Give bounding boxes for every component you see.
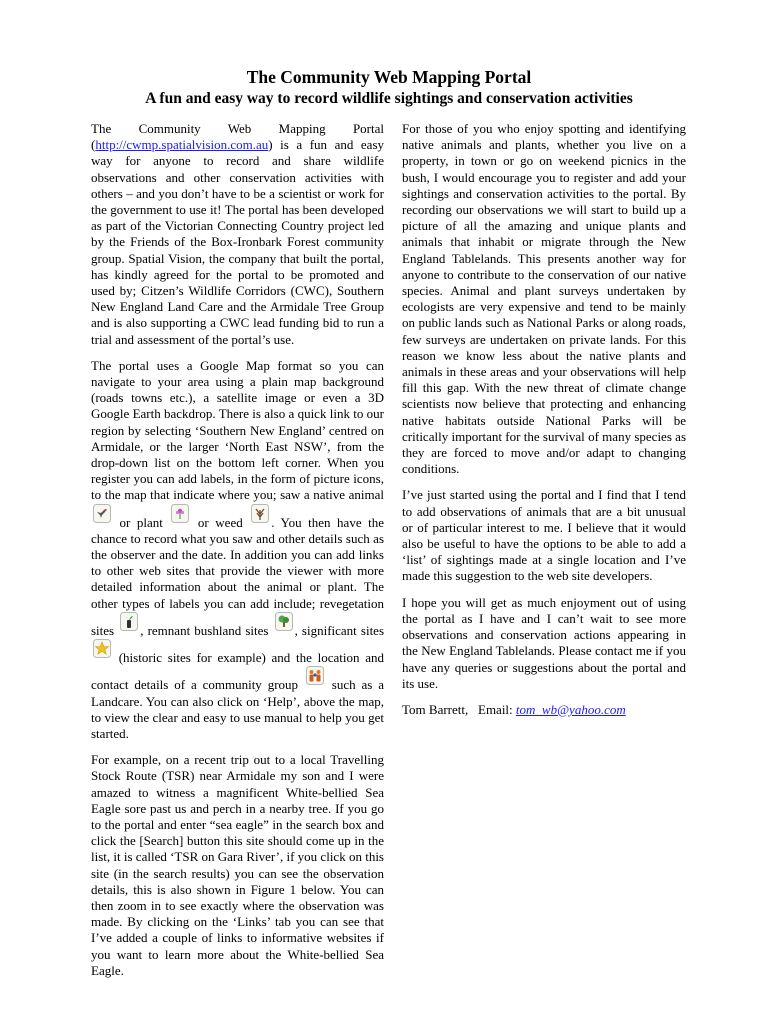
paragraph-example: For example, on a recent trip out to a local Travelling Stock Route (TSR) near Armidale my son and I were amazed to witness a magnificent White-bellied Sea Eagle sore past us and perch in a nearby tree. If you go to the portal and enter “sea eagle” in the search box and click the [Search] button this site should come up in the list, it is called ‘TSR on Gara River’, if you click on this site (in the search results) you can see the observation details, this is also shown in Figure 1 below. You can then zoom in to see exactly where the observation was made. By clicking on the ‘Links’ tab you can see that I’ve added a couple of links to informative websites if you want to learn more about the White-bellied Sea Eagle. (91, 752, 384, 978)
paragraph-encourage: For those of you who enjoy spotting and identifying native animals and plants, whether you live on a property, in town or go on weekend picnics in the bush, I would encourage you to register and add your sightings and conservation activities to the portal. By recording our observations we will start to build up a picture of all the amazing and unique plants and animals that inhabit or migrate through the New England Tablelands. This presents another way for anyone to contribute to the conservation of our native species. Animal and plant surveys undertaken by ecologists are very expensive and tend to be mainly on public lands such as National Parks or along roads, few surveys are undertaken on private lands. For this reason we know less about the native plants and animals in these areas and your observations will help fill this gap. With the new threat of climate change scientists now believe that protecting and enhancing native habitats outside National Parks will be critically important for the survival of many species as they are forced to move and/or adapt to changing conditions. (402, 121, 686, 477)
bird-icon (93, 504, 111, 523)
document-title: The Community Web Mapping Portal (246, 67, 532, 87)
portal-link[interactable]: http://cwmp.spatialvision.com.au (95, 137, 269, 153)
email-link[interactable]: tom_wb@yahoo.com (515, 701, 626, 717)
email-label: Email: (478, 701, 513, 717)
left-column (91, 121, 384, 989)
paragraph-intro: The Community Web Mapping Portal (http://cwmp.spatialvision.com.au) is a fun and easy way for anyone to record and share wildlife observations and other conservation activities with others – and you don’t have to be a scientist or work for the government to use it! The portal has been developed as part of the Victorian Connecting Country project led by the Friends of the Box-Ironbark Forest community group. Spatial Vision, the company that built the portal, has kindly agreed for the portal to be promoted and used by; Citzen’s Wildlife Corridors (CWC), Southern New England Land Care and the Armidale Tree Group and is also supporting a CWC lead funding bid to run a trial and assessment of the portal’s use. (91, 121, 384, 347)
document-subtitle: A fun and easy way to record wildlife sightings and conservation activities (145, 90, 633, 107)
people-icon (306, 666, 324, 685)
star-icon (93, 639, 111, 658)
seedling-icon (120, 612, 138, 631)
paragraph-closing: I hope you will get as much enjoyment out of using the portal as I have and I can’t wait to see more observations and conservation actions appearing in the New England Tablelands. Please contact me if you have any queries or suggestions about the portal and its use. (402, 594, 686, 691)
author-name: Tom Barrett, (402, 701, 469, 717)
signature (402, 702, 686, 718)
paragraph-portal-usage: The portal uses a Google Map format so you can navigate to your area using a plain map background (roads towns etc.), a satellite image or even a 3D Google Earth backdrop. There is also a quick link to our region by selecting ‘Southern New England’ centred on Armidale, or the larger ‘North East NSW’, from the drop-down list on the bottom left corner. When you register you can add labels, in the form of picture icons, to the map that indicate where you; saw a native animal or plant or weed . You then have the chance to record what you saw and other details such as the observer and the date. In addition you can add links to other web sites that provide the viewer with more detailed information about the animal or plant. The other types of labels you can add include; revegetation sites , remnant bushland sites , significant sites (historic sites for example) and the location and contact details of a community group such as a Landcare. You can also click on ‘Help’, above the map, to view the clear and easy to use manual to help you get started. (91, 357, 385, 741)
paragraph-experience: I’ve just started using the portal and I find that I tend to add observations of animals that are a bit unusual or of particular interest to me. I believe that it would also be useful to have the options to be able to add a ‘list’ of sightings made at a single location and I’ve made this suggestion to the web site developers. (402, 487, 686, 584)
tree-icon (275, 612, 293, 631)
right-column (402, 121, 686, 728)
weed-icon (251, 504, 269, 523)
flower-icon (171, 504, 189, 523)
